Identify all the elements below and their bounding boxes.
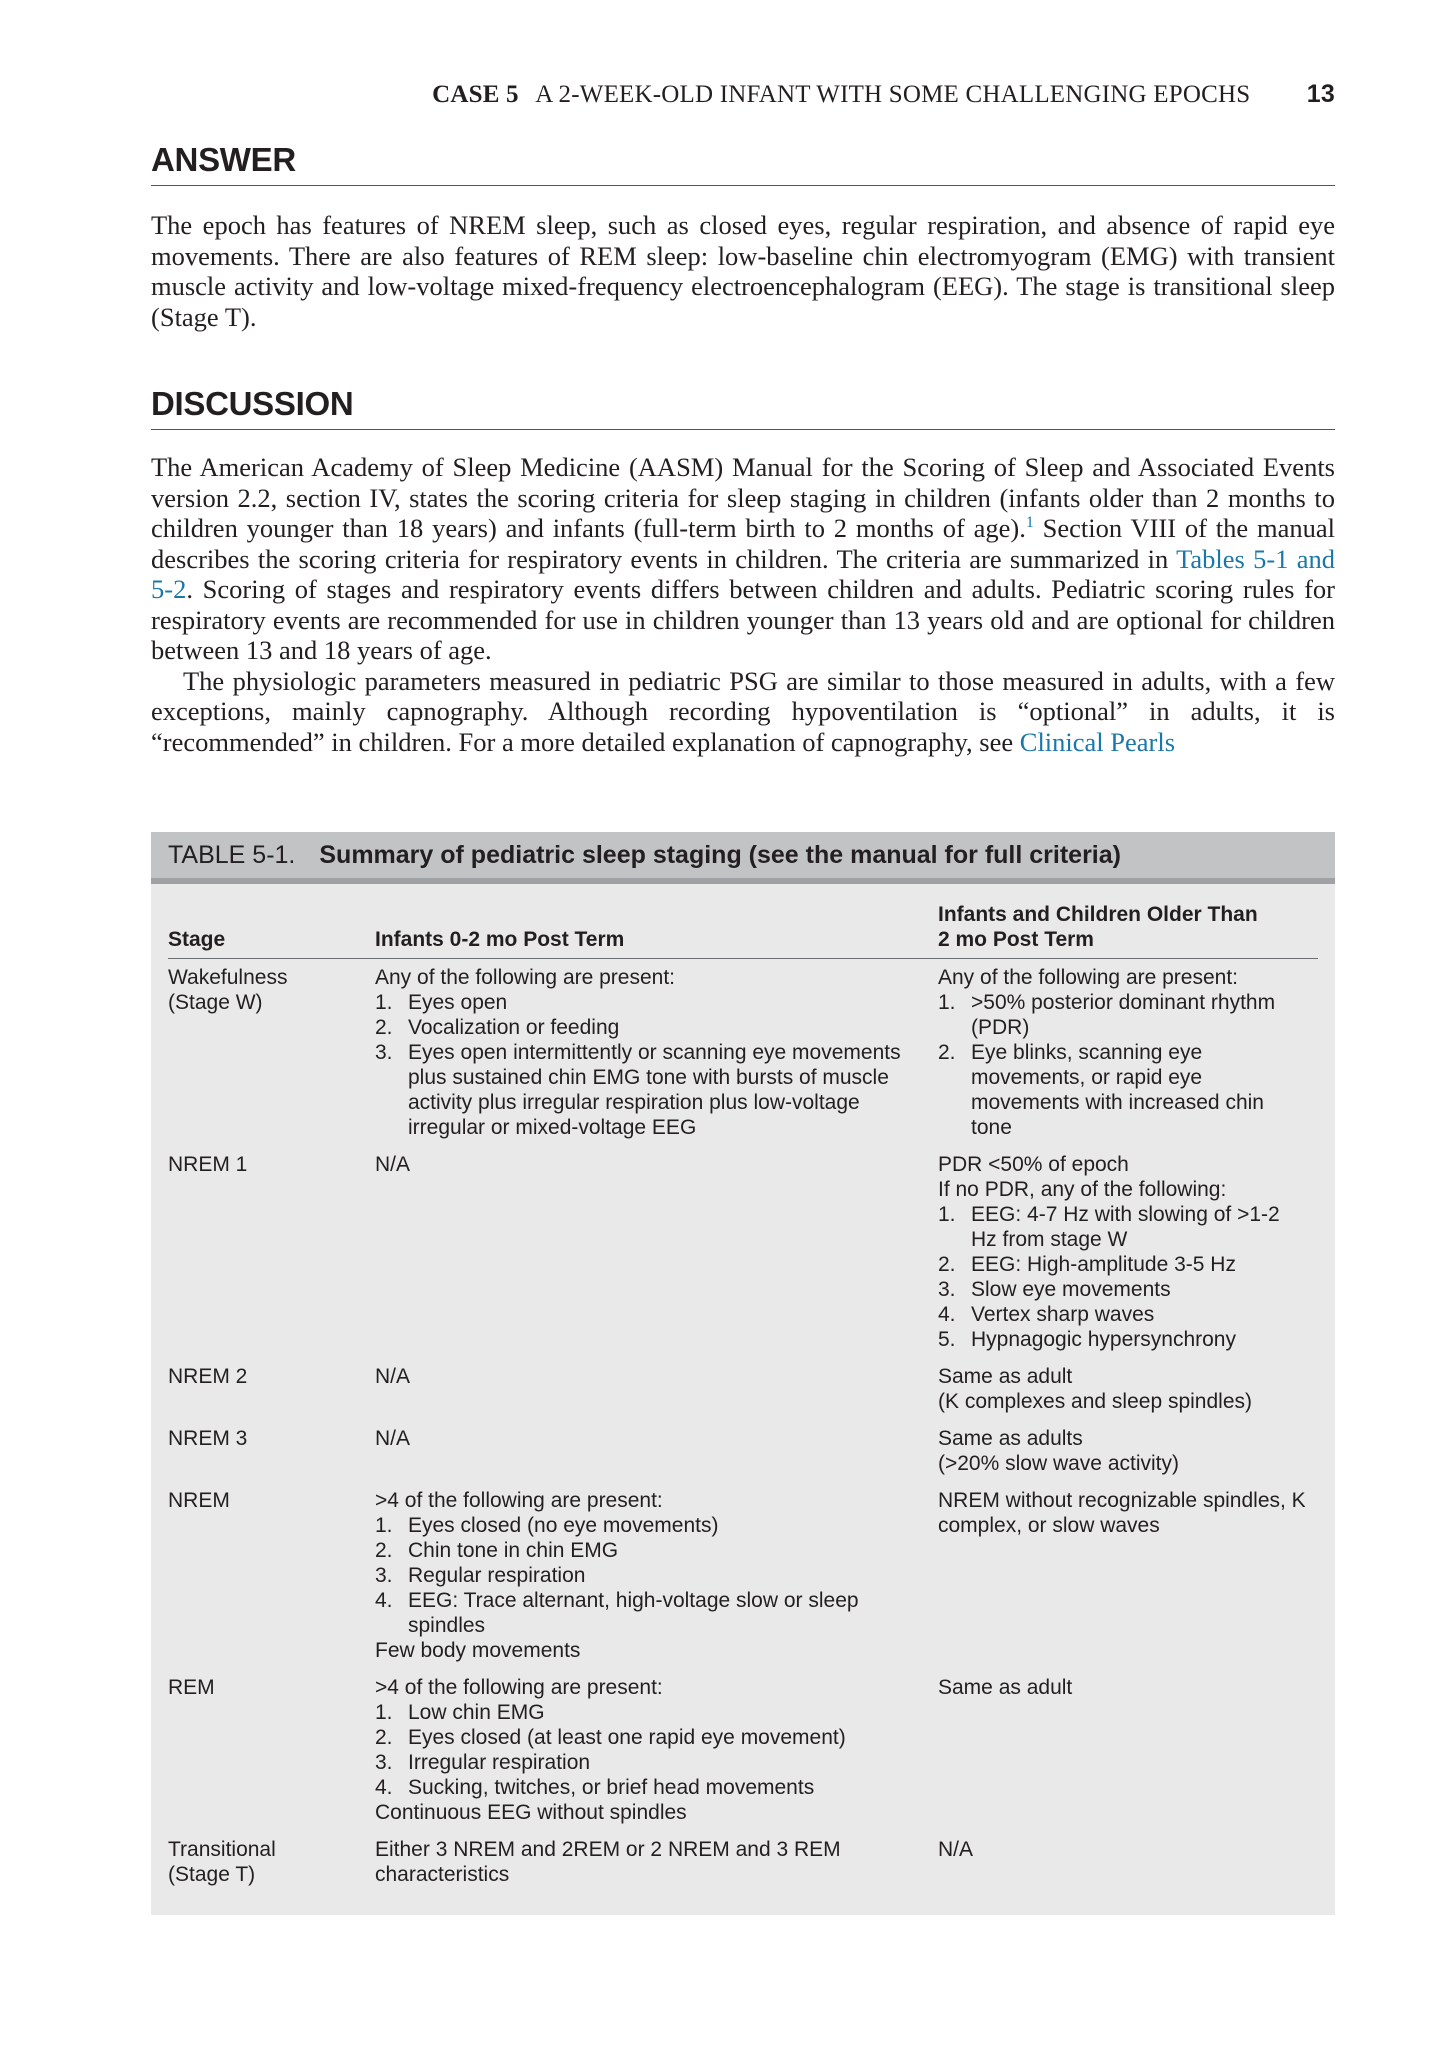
item-text: Hypnagogic hypersynchrony <box>971 1328 1236 1351</box>
child-intro: Same as adult <box>938 1676 1073 1699</box>
child-intro: PDR <50% of epoch <box>938 1153 1129 1176</box>
answer-paragraph <box>151 210 1335 332</box>
stage-cell: Wakefulness (Stage W) <box>168 966 288 1014</box>
p2-text-a: The physiologic parameters measured in pediatric PSG are similar to those measured in adults, with a few exceptions, mainly capnography. Although recording hypoventilation is “optional” in adults, it is “recommended” in children. For a more detailed explanation of capnography, see <box>151 665 1335 757</box>
p1-text-a: The American Academy of Sleep Medicine (AASM) Manual for the Scoring of Sleep and Associated Events version 2.2, section IV, states the scoring criteria for sleep staging in children (infants older than 2 months to children younger than 18 years) and infants (full-term birth to 2 months of age). <box>151 452 1335 543</box>
item-text: Eyes closed (no eye movements) <box>408 1514 719 1537</box>
answer-text: The epoch has features of NREM sleep, such as closed eyes, regular respiration, and absence of rapid eye movements. There are also features of REM sleep: low-baseline chin electromyogram (EMG) with transient muscle activity and low-voltage mixed-frequency electroencephalogram (EEG). The stage is transitional sleep (Stage T). <box>151 210 1335 332</box>
item-text: Vertex sharp waves <box>971 1303 1155 1326</box>
infant-intro: Either 3 NREM and 2REM or 2 NREM and 3 REM characteristics <box>375 1838 841 1886</box>
infant-criteria-cell <box>375 1364 938 1426</box>
infant-criteria-list <box>375 1700 918 1800</box>
item-number: 1. <box>938 991 956 1014</box>
child-intro: NREM without recognizable spindles, K complex, or slow waves <box>938 1489 1306 1537</box>
child-intro: Any of the following are present: <box>938 966 1239 989</box>
item-text: Low chin EMG <box>408 1701 545 1724</box>
item-number: 2. <box>938 1041 956 1064</box>
item-text: EEG: 4-7 Hz with slowing of >1-2 Hz from stage W <box>971 1203 1280 1251</box>
discussion-paragraph-2 <box>151 666 1335 758</box>
child-criteria-list <box>938 990 1308 1140</box>
item-text: Eyes open intermittently or scanning eye movements plus sustained chin EMG tone with bursts of muscle activity plus irregular respiration plus low-voltage irregular or mixed-voltage EEG <box>408 1041 901 1139</box>
item-number: 2. <box>375 1726 393 1749</box>
table-header-row <box>168 902 1318 959</box>
header-infants: Infants 0-2 mo Post Term <box>375 902 938 959</box>
list-item <box>938 1277 1308 1302</box>
infant-criteria-cell <box>375 1426 938 1488</box>
stage-cell: NREM 3 <box>168 1427 248 1450</box>
list-item <box>938 1327 1308 1352</box>
list-item <box>938 1252 1308 1277</box>
stage-cell: NREM 1 <box>168 1153 248 1176</box>
infant-criteria-cell <box>375 959 938 1153</box>
list-item <box>375 990 918 1015</box>
list-item <box>375 1725 918 1750</box>
item-number: 1. <box>375 1701 393 1724</box>
infant-criteria-cell <box>375 1152 938 1364</box>
list-item <box>375 1750 918 1775</box>
infant-criteria-cell <box>375 1837 938 1899</box>
table-label: TABLE 5-1. <box>168 841 296 869</box>
item-text: >50% posterior dominant rhythm (PDR) <box>971 991 1276 1039</box>
table-body <box>168 959 1318 1900</box>
child-criteria-cell <box>938 1675 1318 1837</box>
table-title: Summary of pediatric sleep staging (see the manual for full criteria) <box>319 841 1121 869</box>
answer-heading: ANSWER <box>151 140 1335 186</box>
staging-table <box>151 832 1335 1915</box>
table-row <box>168 1488 1318 1675</box>
child-criteria-cell <box>938 959 1318 1153</box>
child-intro: Same as adult <box>938 1365 1073 1388</box>
list-item <box>375 1700 918 1725</box>
item-number: 1. <box>375 1514 393 1537</box>
infant-intro: Any of the following are present: <box>375 966 676 989</box>
header-stage: Stage <box>168 902 375 959</box>
case-number: CASE 5 <box>432 81 519 108</box>
item-number: 4. <box>938 1303 956 1326</box>
item-number: 3. <box>375 1564 393 1587</box>
child-intro-2: (>20% slow wave activity) <box>938 1452 1179 1475</box>
item-text: Eye blinks, scanning eye movements, or rapid eye movements with increased chin tone <box>971 1041 1264 1139</box>
list-item <box>375 1513 918 1538</box>
item-text: Chin tone in chin EMG <box>408 1539 619 1562</box>
item-number: 3. <box>938 1278 956 1301</box>
table-caption <box>151 832 1335 884</box>
table-row <box>168 1364 1318 1426</box>
infant-criteria-list <box>375 990 918 1140</box>
item-number: 3. <box>375 1751 393 1774</box>
infant-criteria-cell <box>375 1488 938 1675</box>
item-text: Eyes closed (at least one rapid eye movement) <box>408 1726 846 1749</box>
infant-intro: >4 of the following are present: <box>375 1489 663 1512</box>
item-number: 4. <box>375 1589 393 1612</box>
stage-cell: NREM <box>168 1489 230 1512</box>
table-row <box>168 959 1318 1153</box>
list-item <box>938 1202 1308 1252</box>
item-number: 5. <box>938 1328 956 1351</box>
list-item <box>375 1040 918 1140</box>
tables-link[interactable]: Tables 5-1 and 5-2 <box>151 543 1335 604</box>
list-item <box>375 1775 918 1800</box>
table-row <box>168 1152 1318 1364</box>
item-text: Vocalization or feeding <box>408 1016 620 1039</box>
infant-intro: N/A <box>375 1427 411 1450</box>
header-children: Infants and Children Older Than 2 mo Post Term <box>938 902 1318 959</box>
discussion-body <box>151 452 1335 757</box>
child-criteria-cell <box>938 1364 1318 1426</box>
infant-intro: >4 of the following are present: <box>375 1676 663 1699</box>
table-row <box>168 1675 1318 1837</box>
list-item <box>375 1563 918 1588</box>
item-number: 1. <box>938 1203 956 1226</box>
list-item <box>938 1040 1308 1140</box>
infant-intro: N/A <box>375 1365 411 1388</box>
item-text: Slow eye movements <box>971 1278 1171 1301</box>
item-text: Regular respiration <box>408 1564 586 1587</box>
child-criteria-cell <box>938 1488 1318 1675</box>
table-row <box>168 1837 1318 1899</box>
running-head <box>151 80 1335 109</box>
infant-outro: Continuous EEG without spindles <box>375 1801 687 1824</box>
item-text: EEG: High-amplitude 3-5 Hz <box>971 1253 1236 1276</box>
item-number: 1. <box>375 991 393 1014</box>
stage-cell: NREM 2 <box>168 1365 248 1388</box>
child-intro: Same as adults <box>938 1427 1083 1450</box>
infant-outro: Few body movements <box>375 1639 581 1662</box>
child-intro: N/A <box>938 1838 974 1861</box>
item-text: Sucking, twitches, or brief head movements <box>408 1776 815 1799</box>
item-text: Eyes open <box>408 991 508 1014</box>
item-text: EEG: Trace alternant, high-voltage slow or sleep spindles <box>408 1589 859 1637</box>
list-item <box>375 1015 918 1040</box>
child-criteria-list <box>938 1202 1308 1352</box>
item-number: 2. <box>938 1253 956 1276</box>
list-item <box>938 990 1308 1040</box>
item-number: 2. <box>375 1016 393 1039</box>
page-number: 13 <box>1306 80 1335 108</box>
list-item <box>938 1302 1308 1327</box>
case-title: A 2-WEEK-OLD INFANT WITH SOME CHALLENGING EPOCHS <box>535 81 1251 108</box>
item-number: 3. <box>375 1041 393 1064</box>
list-item <box>375 1588 918 1638</box>
staging-grid <box>168 902 1318 1899</box>
stage-cell: REM <box>168 1676 215 1699</box>
child-criteria-cell <box>938 1837 1318 1899</box>
infant-criteria-list <box>375 1513 918 1638</box>
discussion-heading: DISCUSSION <box>151 384 1335 430</box>
item-number: 2. <box>375 1539 393 1562</box>
reference-1-link[interactable]: 1 <box>1025 514 1034 532</box>
discussion-paragraph-1 <box>151 452 1335 666</box>
stage-cell: Transitional (Stage T) <box>168 1838 276 1886</box>
child-criteria-cell <box>938 1426 1318 1488</box>
clinical-pearls-link[interactable]: Clinical Pearls <box>1019 726 1176 757</box>
p1-text-c: . Scoring of stages and respiratory events differs between children and adults. Pediatric scoring rules for respiratory events are recommended for use in children younger than 13 years old and are optional for children between 13 and 18 years of age. <box>151 574 1335 665</box>
table-row <box>168 1426 1318 1488</box>
item-number: 4. <box>375 1776 393 1799</box>
infant-intro: N/A <box>375 1153 411 1176</box>
child-criteria-cell <box>938 1152 1318 1364</box>
list-item <box>375 1538 918 1563</box>
item-text: Irregular respiration <box>408 1751 591 1774</box>
child-intro-2: (K complexes and sleep spindles) <box>938 1390 1252 1413</box>
p1-text-b: Section VIII of the manual describes the scoring criteria for respiratory events in children. The criteria are summarized in <box>151 513 1335 574</box>
child-intro-2: If no PDR, any of the following: <box>938 1178 1227 1201</box>
infant-criteria-cell <box>375 1675 938 1837</box>
